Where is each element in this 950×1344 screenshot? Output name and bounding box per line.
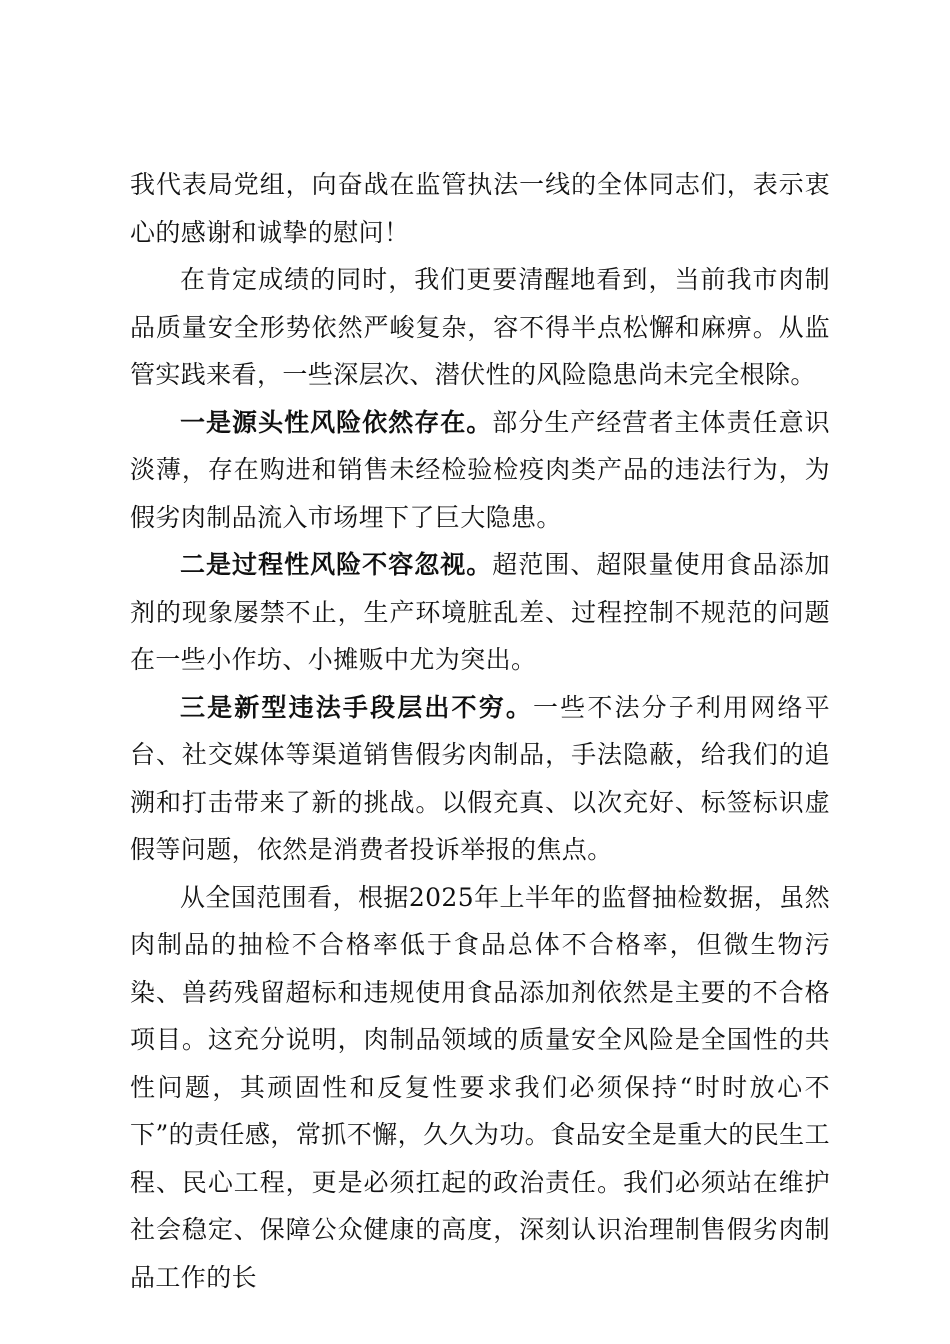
paragraph-risk-process bbox=[130, 541, 830, 684]
paragraph-text: 我代表局党组，向奋战在监管执法一线的全体同志们，表示衷心的感谢和诚挚的慰问！ bbox=[130, 170, 830, 247]
paragraph-text: 在肯定成绩的同时，我们更要清醒地看到，当前我市肉制品质量安全形势依然严峻复杂，容不得半点松懈和麻痹。从监管实践来看，一些深层次、潜伏性的风险隐患尚未完全根除。 bbox=[130, 265, 830, 389]
paragraph-lead: 三是新型违法手段层出不穷。 bbox=[180, 692, 534, 722]
paragraph-gratitude bbox=[130, 161, 830, 256]
paragraph-lead: 二是过程性风险不容忽视。 bbox=[180, 550, 493, 579]
document-body bbox=[130, 161, 830, 1301]
paragraph-situation bbox=[130, 256, 830, 399]
paragraph-lead: 一是源头性风险依然存在。 bbox=[180, 407, 493, 437]
paragraph-text: 从全国范围看，根据2025年上半年的监督抽检数据，虽然肉制品的抽检不合格率低于食品总体不合格率，但微生物污染、兽药残留超标和违规使用食品添加剂依然是主要的不合格项目。这充分说明，肉制品领域的质量安全风险是全国性的共性问题，其顽固性和反复性要求我们必须保持“时时放心不下”的责任感，常抓不懈，久久为功。食品安全是重大的民生工程、民心工程，更是必须扛起的政治责任。我们必须站在维护社会稳定、保障公众健康的高度，深刻认识治理制售假劣肉制品工作的长 bbox=[130, 882, 830, 1292]
paragraph-risk-new-methods bbox=[130, 684, 830, 874]
paragraph-text: 超范围、超限量使用食品添加剂的现象屡禁不止，生产环境脏乱差、过程控制不规范的问题在一些小作坊、小摊贩中尤为突出。 bbox=[130, 550, 830, 674]
paragraph-risk-source bbox=[130, 399, 830, 542]
paragraph-text: 一些不法分子利用网络平台、社交媒体等渠道销售假劣肉制品，手法隐蔽，给我们的追溯和打击带来了新的挑战。以假充真、以次充好、标签标识虚假等问题，依然是消费者投诉举报的焦点。 bbox=[130, 692, 830, 864]
paragraph-text: 部分生产经营者主体责任意识淡薄，存在购进和销售未经检验检疫肉类产品的违法行为，为假劣肉制品流入市场埋下了巨大隐患。 bbox=[130, 407, 830, 532]
paragraph-national-view bbox=[130, 874, 830, 1302]
